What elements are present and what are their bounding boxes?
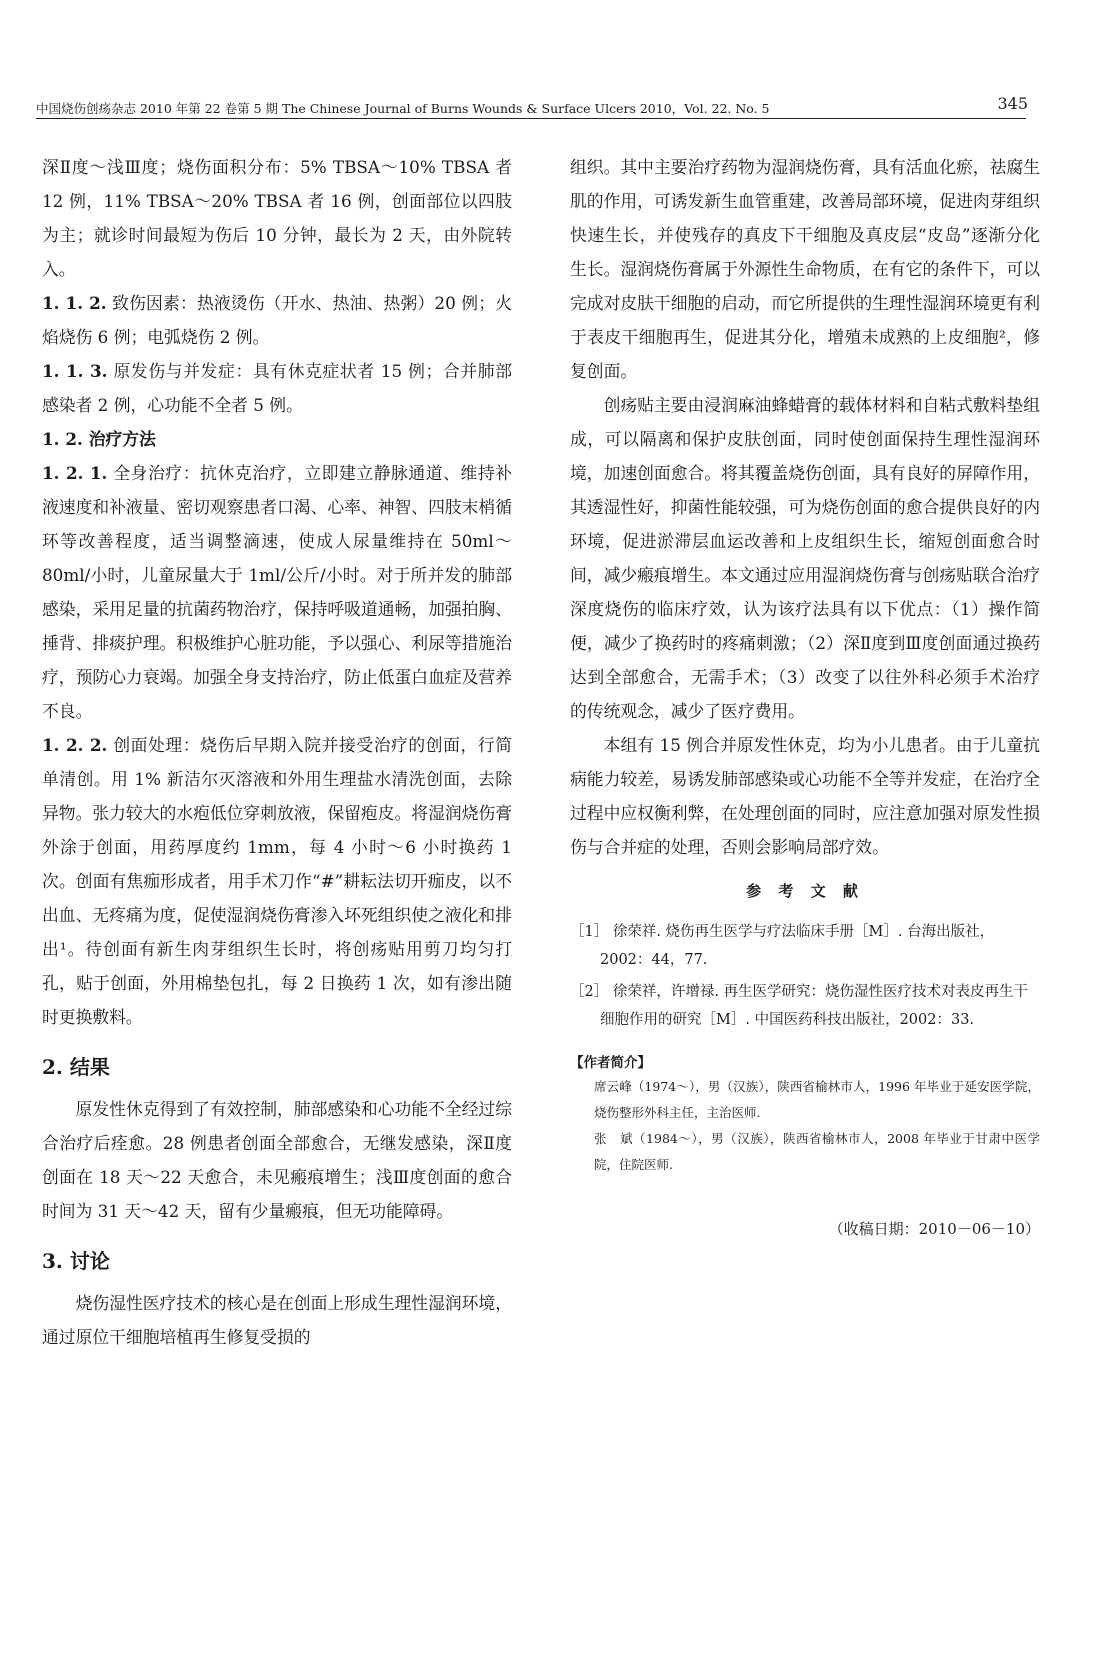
paragraph-discussion-cont: 组织。其中主要治疗药物为湿润烧伤膏，具有活血化瘀，祛腐生肌的作用，可诱发新生血管重建，改善局部环境，促进肉芽组织快速生长，并使残存的真皮下干细胞及真皮层“皮岛”逐渐分化生长。湿润烧伤膏属于外源性生命物质，在有它的条件下，可以完成对皮肤干细胞的启动，而它所提供的生理性湿润环境更有利于表皮干细胞再生，促进其分化，增殖未成熟的上皮细胞²，修复创面。: [570, 157, 1040, 381]
section-heading-discussion: 3. 讨论: [42, 1249, 110, 1273]
section-label: 1. 2. 1.: [42, 463, 108, 483]
running-header: [36, 96, 1026, 119]
section-heading-1-2: 1. 2. 治疗方法: [42, 429, 156, 449]
paragraph-dressing: 创疡贴主要由浸润麻油蜂蜡膏的载体材料和自粘式敷料垫组成，可以隔离和保护皮肤创面，同时使创面保持生理性湿润环境，加速创面愈合。将其覆盖烧伤创面，具有良好的屏障作用，其透湿性好，抑菌性能较强，可为烧伤创面的愈合提供良好的内环境，促进淤滞层血运改善和上皮组织生长，缩短创面愈合时间，减少瘢痕增生。本文通过应用湿润烧伤膏与创疡贴联合治疗深度烧伤的临床疗效，认为该疗法具有以下优点：（1）操作简便，减少了换药时的疼痛刺激；（2）深Ⅱ度到Ⅲ度创面通过换药达到全部愈合，无需手术；（3）改变了以往外科必须手术治疗的传统观念，减少了医疗费用。: [570, 395, 1040, 721]
left-column: [42, 150, 512, 1354]
references-heading: 参 考 文 献: [746, 882, 864, 900]
running-header-text: 中国烧伤创疡杂志 2010 年第 22 卷第 5 期 The Chinese Journal of Burns Wounds & Surface Ulcers 2010，Vol. 22. No. 5: [36, 101, 770, 116]
section-label: 1. 1. 3.: [42, 361, 108, 381]
paragraph-results: 原发性休克得到了有效控制，肺部感染和心功能不全经过综合治疗后痊愈。28 例患者创面全部愈合，无继发感染，深Ⅱ度创面在 18 天～22 天愈合，未见瘢痕增生；浅Ⅲ度创面的愈合时间为 31 天～42 天，留有少量瘢痕，但无功能障碍。: [42, 1099, 512, 1221]
section-1-1-2: [42, 286, 512, 354]
author-info-item: 张 斌（1984～），男（汉族），陕西省榆林市人，2008 年毕业于甘肃中医学院，住院医师.: [594, 1131, 1040, 1172]
section-label: 1. 1. 2.: [42, 293, 107, 313]
section-1-1-3: [42, 354, 512, 422]
section-text: 原发伤与并发症：具有休克症状者 15 例；合并肺部感染者 2 例，心功能不全者 5 例。: [42, 361, 513, 415]
section-text: 创面处理：烧伤后早期入院并接受治疗的创面，行简单清创。用 1% 新洁尔灭溶液和外用生理盐水清洗创面，去除异物。张力较大的水疱低位穿刺放液，保留疱皮。将湿润烧伤膏外涂于创面，用药厚度约 1mm，每 4 小时～6 小时换药 1 次。创面有焦痂形成者，用手术刀作“#”耕耘法切开痂皮，以不出血、无疼痛为度，促使湿润烧伤膏渗入坏死组织使之液化和排出¹。待创面有新生肉芽组织生长时，将创疡贴用剪刀均匀打孔，贴于创面，外用棉垫包扎，每 2 日换药 1 次，如有渗出随时更换敷料。: [42, 735, 512, 1027]
reference-item: ［1］ 徐荣祥. 烧伤再生医学与疗法临床手册［M］. 台海出版社，2002：44，77.: [570, 924, 995, 968]
author-info-heading: 【作者简介】: [570, 1055, 651, 1071]
section-1-2-1: [42, 456, 512, 728]
section-label: 1. 2. 2.: [42, 735, 108, 755]
section-text: 全身治疗：抗休克治疗，立即建立静脉通道、维持补液速度和补液量、密切观察患者口渴、心率、神智、四肢末梢循环等改善程度，适当调整滴速，使成人尿量维持在 50ml～80ml/小时，儿童尿量大于 1ml/公斤/小时。对于所并发的肺部感染，采用足量的抗菌药物治疗，保持呼吸道通畅，加强拍胸、捶背、排痰护理。积极维护心脏功能，予以强心、利尿等措施治疗，预防心力衰竭。加强全身支持治疗，防止低蛋白血症及营养不良。: [42, 463, 512, 721]
section-text: 致伤因素：热液烫伤（开水、热油、热粥）20 例；火焰烧伤 6 例；电弧烧伤 2 例。: [42, 293, 512, 347]
paragraph-patient-info: 深Ⅱ度～浅Ⅲ度；烧伤面积分布：5% TBSA～10% TBSA 者 12 例，11% TBSA～20% TBSA 者 16 例，创面部位以四肢为主；就诊时间最短为伤后 10 分钟，最长为 2 天，由外院转入。: [42, 157, 512, 279]
reference-item: ［2］ 徐荣祥，许增禄. 再生医学研究：烧伤湿性医疗技术对表皮再生干细胞作用的研究［M］. 中国医药科技出版社，2002：33.: [570, 984, 1029, 1028]
section-heading-results: 2. 结果: [42, 1055, 110, 1079]
section-1-2-2: [42, 728, 512, 1034]
received-date: （收稿日期：2010－06－10）: [828, 1220, 1040, 1238]
paragraph-discussion-start: 烧伤湿性医疗技术的核心是在创面上形成生理性湿润环境，通过原位干细胞培植再生修复受损的: [42, 1293, 512, 1347]
right-column: [570, 150, 1040, 1242]
author-info-item: 席云峰（1974～），男（汉族），陕西省榆林市人，1996 年毕业于延安医学院，烧伤整形外科主任，主治医师.: [594, 1079, 1040, 1120]
paragraph-shock-cases: 本组有 15 例合并原发性休克，均为小儿患者。由于儿童抗病能力较差，易诱发肺部感染或心功能不全等并发症，在治疗全过程中应权衡利弊，在处理创面的同时，应注意加强对原发性损伤与合并症的处理，否则会影响局部疗效。: [570, 735, 1040, 857]
page-number: 345: [997, 94, 1028, 113]
